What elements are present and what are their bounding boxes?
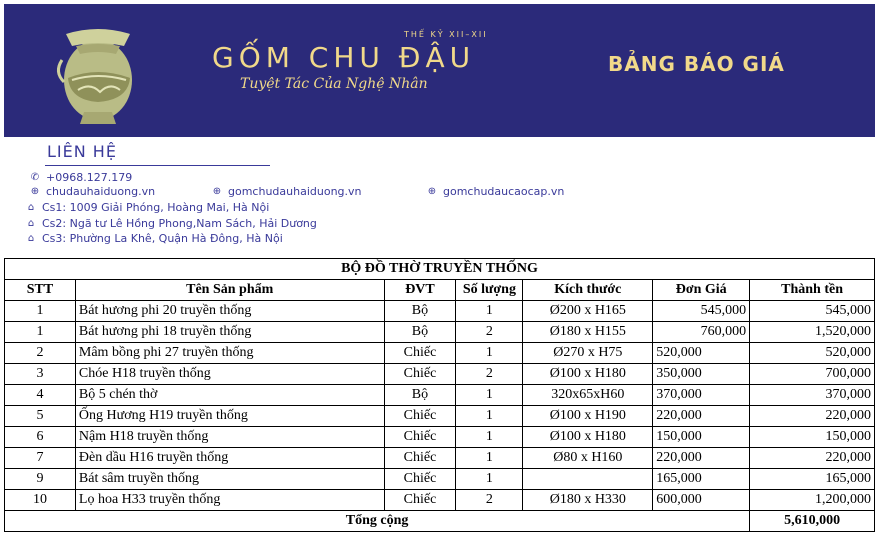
cell-unit: Chiếc (384, 364, 456, 385)
table-row (5, 364, 875, 385)
cell-unit: Bộ (384, 385, 456, 406)
home-icon: ⌂ (27, 233, 35, 244)
cell-unit: Chiếc (384, 448, 456, 469)
globe-icon: ⊕ (30, 186, 40, 197)
cell-unit-price: 600,000 (653, 490, 750, 511)
cell-size: Ø100 x H190 (523, 406, 653, 427)
cell-stt: 7 (5, 448, 76, 469)
website-link-3[interactable] (425, 185, 564, 198)
table-total-row (5, 511, 875, 532)
cell-total: 700,000 (750, 364, 875, 385)
cell-quantity: 2 (456, 364, 523, 385)
cell-quantity: 1 (456, 343, 523, 364)
cell-unit: Chiếc (384, 490, 456, 511)
cell-unit-price: 220,000 (653, 406, 750, 427)
cell-stt: 6 (5, 427, 76, 448)
cell-stt: 9 (5, 469, 76, 490)
vase-logo-icon (50, 20, 150, 130)
table-row (5, 385, 875, 406)
website-text: chudauhaiduong.vn (46, 185, 156, 198)
cell-product-name: Mâm bồng phi 27 truyền thống (75, 343, 384, 364)
header-total: Thành tền (750, 280, 875, 301)
table-row (5, 490, 875, 511)
cell-unit: Bộ (384, 301, 456, 322)
cell-unit: Bộ (384, 322, 456, 343)
cell-size: 320x65xH60 (523, 385, 653, 406)
cell-product-name: Bộ 5 chén thờ (75, 385, 384, 406)
phone-icon: ✆ (30, 172, 40, 183)
cell-unit: Chiếc (384, 343, 456, 364)
website-link-1[interactable] (28, 185, 155, 198)
table-header-row (5, 280, 875, 301)
century-label: THẾ KỶ XII–XII (404, 30, 488, 39)
website-text: gomchudaucaocap.vn (443, 185, 565, 198)
contact-divider (45, 165, 270, 166)
cell-unit-price: 165,000 (653, 469, 750, 490)
cell-total: 545,000 (750, 301, 875, 322)
header-size: Kích thước (523, 280, 653, 301)
contact-phone[interactable] (28, 171, 132, 184)
section-title: BỘ ĐỒ THỜ TRUYỀN THỐNG (5, 259, 875, 280)
cell-size: Ø100 x H180 (523, 364, 653, 385)
cell-unit-price: 760,000 (653, 322, 750, 343)
header-quantity: Số lượng (456, 280, 523, 301)
address-2 (24, 217, 317, 230)
address-3 (24, 232, 283, 245)
cell-quantity: 1 (456, 448, 523, 469)
phone-number: +0968.127.179 (46, 171, 133, 184)
cell-stt: 10 (5, 490, 76, 511)
cell-stt: 5 (5, 406, 76, 427)
cell-product-name: Bát hương phi 20 truyền thống (75, 301, 384, 322)
home-icon: ⌂ (27, 218, 35, 229)
cell-size: Ø200 x H165 (523, 301, 653, 322)
table-row (5, 406, 875, 427)
cell-quantity: 2 (456, 322, 523, 343)
cell-stt: 1 (5, 301, 76, 322)
address-1 (24, 201, 269, 214)
brand-name: GỐM CHU ĐẬU (212, 41, 476, 74)
cell-product-name: Chóe H18 truyền thống (75, 364, 384, 385)
cell-stt: 4 (5, 385, 76, 406)
cell-unit-price: 370,000 (653, 385, 750, 406)
cell-product-name: Bát sâm truyền thống (75, 469, 384, 490)
cell-size: Ø80 x H160 (523, 448, 653, 469)
header-stt: STT (5, 280, 76, 301)
cell-unit-price: 545,000 (653, 301, 750, 322)
price-list-title: BẢNG BÁO GIÁ (608, 52, 785, 76)
cell-total: 1,200,000 (750, 490, 875, 511)
header-product-name: Tên Sản phẩm (75, 280, 384, 301)
cell-quantity: 1 (456, 301, 523, 322)
cell-stt: 2 (5, 343, 76, 364)
cell-total: 1,520,000 (750, 322, 875, 343)
cell-size: Ø180 x H330 (523, 490, 653, 511)
cell-quantity: 1 (456, 406, 523, 427)
cell-size (523, 469, 653, 490)
contact-title: LIÊN HỆ (47, 142, 117, 161)
cell-quantity: 2 (456, 490, 523, 511)
header-banner (4, 4, 875, 137)
header-unit: ĐVT (384, 280, 456, 301)
cell-unit: Chiếc (384, 469, 456, 490)
table-row (5, 427, 875, 448)
table-section-title-row (5, 259, 875, 280)
table-row (5, 322, 875, 343)
cell-quantity: 1 (456, 385, 523, 406)
address-text: Cs1: 1009 Giải Phóng, Hoàng Mai, Hà Nội (42, 201, 270, 214)
total-value: 5,610,000 (750, 511, 875, 532)
cell-total: 220,000 (750, 448, 875, 469)
cell-total: 520,000 (750, 343, 875, 364)
cell-size: Ø100 x H180 (523, 427, 653, 448)
cell-stt: 1 (5, 322, 76, 343)
total-label: Tổng cộng (5, 511, 750, 532)
cell-product-name: Nậm H18 truyền thống (75, 427, 384, 448)
table-row (5, 469, 875, 490)
price-table (4, 258, 875, 532)
website-link-2[interactable] (210, 185, 362, 198)
cell-product-name: Ống Hương H19 truyền thống (75, 406, 384, 427)
address-text: Cs3: Phường La Khê, Quận Hà Đông, Hà Nội (42, 232, 283, 245)
cell-quantity: 1 (456, 469, 523, 490)
cell-product-name: Đèn dầu H16 truyền thống (75, 448, 384, 469)
cell-total: 370,000 (750, 385, 875, 406)
brand-tagline: Tuyệt Tác Của Nghệ Nhân (240, 76, 428, 92)
address-text: Cs2: Ngã tư Lê Hồng Phong,Nam Sách, Hải Dương (42, 217, 317, 230)
table-row (5, 343, 875, 364)
cell-unit-price: 220,000 (653, 448, 750, 469)
table-row (5, 448, 875, 469)
home-icon: ⌂ (27, 202, 35, 213)
cell-total: 150,000 (750, 427, 875, 448)
globe-icon: ⊕ (427, 186, 437, 197)
cell-quantity: 1 (456, 427, 523, 448)
cell-product-name: Bát hương phi 18 truyền thống (75, 322, 384, 343)
website-text: gomchudauhaiduong.vn (228, 185, 362, 198)
cell-unit-price: 520,000 (653, 343, 750, 364)
table-row (5, 301, 875, 322)
cell-stt: 3 (5, 364, 76, 385)
cell-product-name: Lọ hoa H33 truyền thống (75, 490, 384, 511)
cell-unit-price: 350,000 (653, 364, 750, 385)
cell-size: Ø270 x H75 (523, 343, 653, 364)
header-unit-price: Đơn Giá (653, 280, 750, 301)
globe-icon: ⊕ (212, 186, 222, 197)
cell-unit: Chiếc (384, 406, 456, 427)
cell-unit: Chiếc (384, 427, 456, 448)
cell-size: Ø180 x H155 (523, 322, 653, 343)
cell-unit-price: 150,000 (653, 427, 750, 448)
cell-total: 220,000 (750, 406, 875, 427)
cell-total: 165,000 (750, 469, 875, 490)
